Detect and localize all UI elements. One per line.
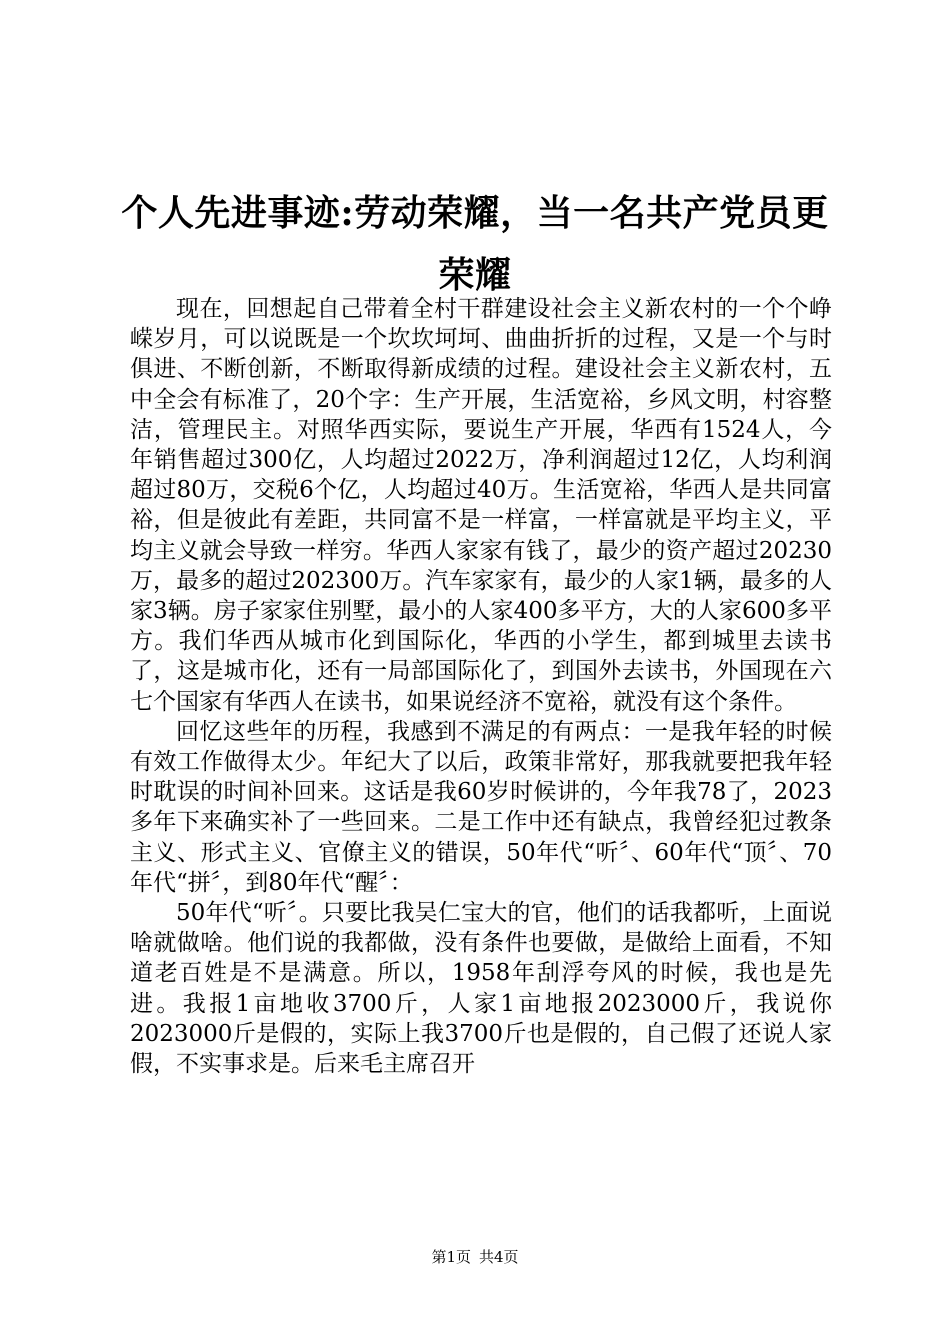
page-number-total: 共4页 — [479, 1248, 519, 1266]
title-line-1: 个人先进事迹:劳动荣耀，当一名共产党员更 — [121, 192, 829, 234]
page-footer — [0, 1246, 950, 1267]
paragraph-2: 回忆这些年的历程，我感到不满足的有两点：一是我年轻的时候有效工作做得太少。年纪大了以后，政策非常好，那我就要把我年轻时耽误的时间补回来。这话是我60岁时候讲的，今年我78了，2023多年下来确实补了一些回来。二是工作中还有缺点，我曾经犯过教条主义、形式主义、官僚主义的错误，50年代“听〞、60年代“顶〞、70年代“拼〞，到80年代“醒〞： — [130, 718, 832, 896]
document-body — [130, 294, 832, 1079]
paragraph-3: 50年代“听〞。只要比我吴仁宝大的官，他们的话我都听，上面说啥就做啥。他们说的我都做，没有条件也要做，是做给上面看，不知道老百姓是不是满意。所以，1958年刮浮夸风的时候，我也是先进。我报1亩地收3700斤，人家1亩地报2023000斤，我说你2023000斤是假的，实际上我3700斤也是假的，自己假了还说人家假，不实事求是。后来毛主席召开 — [130, 900, 832, 1078]
page-number-current: 第1页 — [431, 1248, 471, 1266]
document-title — [100, 182, 850, 306]
title-line-2: 荣耀 — [438, 254, 512, 296]
paragraph-1: 现在，回想起自己带着全村干群建设社会主义新农村的一个个峥嵘岁月，可以说既是一个坎坎坷坷、曲曲折折的过程，又是一个与时俱进、不断创新，不断取得新成绩的过程。建设社会主义新农村，五中全会有标准了，20个字：生产开展，生活宽裕，乡风文明，村容整洁，管理民主。对照华西实际，要说生产开展，华西有1524人，今年销售超过300亿，人均超过2022万，净利润超过12亿，人均利润超过80万，交税6个亿，人均超过40万。生活宽裕，华西人是共同富裕，但是彼此有差距，共同富不是一样富，一样富就是平均主义，平均主义就会导致一样穷。华西人家家有钱了，最少的资产超过20230万，最多的超过202300万。汽车家家有，最少的人家1辆，最多的人家3辆。房子家家住别墅，最小的人家400多平方，大的人家600多平方。我们华西从城市化到国际化，华西的小学生，都到城里去读书了，这是城市化，还有一局部国际化了，到国外去读书，外国现在六七个国家有华西人在读书，如果说经济不宽裕，就没有这个条件。 — [130, 296, 832, 715]
